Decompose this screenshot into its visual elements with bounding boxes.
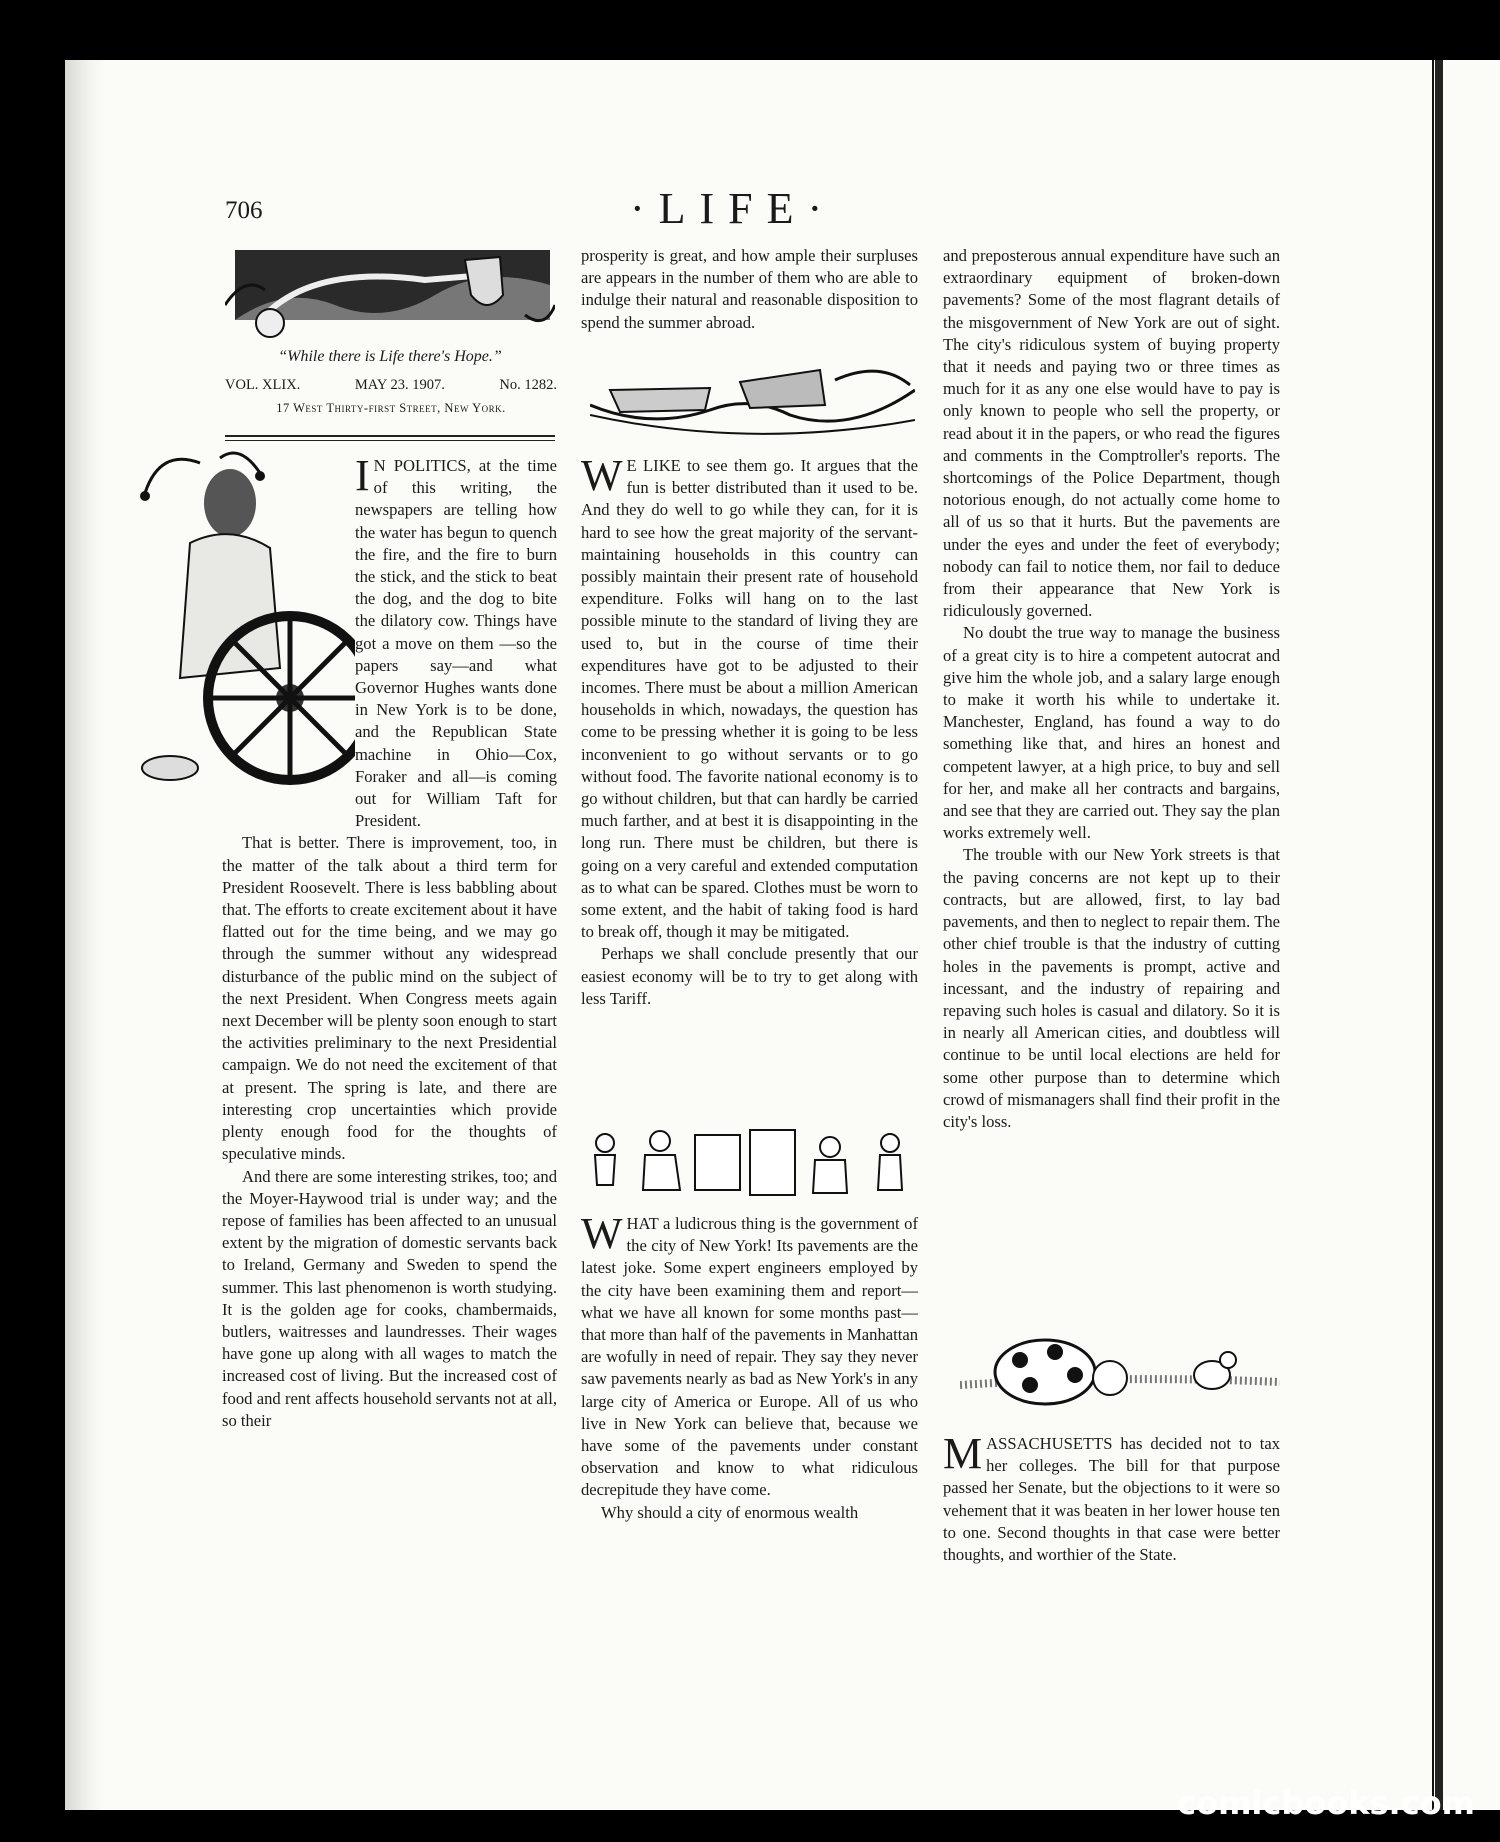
paragraph: No doubt the true way to manage the business of a great city is to hire a competent autocrat and give him the whole job, and a salary large enough to make it worth his while to undertake it. Manchester, England, has found a way to do something like that, and hires an honest and competent lawyer, at a high price, to buy and sell for her, and make all her contracts and bargains, and see that they are carried out. They say the plan works extremely well. [943, 623, 1280, 843]
column-3 [943, 245, 1280, 1133]
volume-line [225, 377, 557, 394]
movers-illustration [575, 1125, 910, 1200]
paragraph [943, 1429, 1280, 1566]
paragraph-text: N POLITICS, at the time of this writing, the newspapers are telling how the water has begun to quench the fire, and the fire to burn the stick, and the stick to beat the dog, and the dog to bite the dilatory cow. Things have got a move on them —so the papers say—and what Governor Hughes wants done in New York is to be done, and the Republican State machine in Ohio—Cox, Foraker and all—is coming out for William Taft for President. [355, 456, 557, 831]
paragraph-text: ASSACHUSETTS has decided not to tax her colleges. The bill for that purpose passed her Senate, but the objections to it were so vehement that it was beaten in her lower house ten to one. Second thoughts in that case were better thoughts, and worthier of the State. [943, 1434, 1280, 1565]
column-1 [222, 451, 557, 1432]
watermark: comicbooks.com [1177, 1784, 1475, 1822]
nameplate-illustration [225, 245, 555, 340]
adjacent-page-sliver [1443, 60, 1500, 1810]
issue-date: MAY 23. 1907. [354, 377, 445, 393]
boats-illustration [590, 360, 915, 440]
paragraph-continued: prosperity is great, and how ample their surpluses are appears in the number of them who are able to indulge their natural and reasonable disposition to spend the summer abroad. [581, 246, 918, 332]
issue-number: No. 1282. [499, 377, 557, 393]
publisher-address: 17 West Thirty-first Street, New York. [276, 401, 506, 415]
nameplate-rule-thin [225, 440, 555, 441]
ladybug-cat-bird-illustration [960, 1330, 1280, 1415]
paragraph: Why should a city of enormous wealth [601, 1502, 859, 1522]
paragraph: The trouble with our New York streets is that the paving concerns are not kept up to their contracts, but are allowed, first, to lay bad pavements, and then to neglect to repair them. The other chief trouble is that the industry of cutting holes in the pavements is prompt, active and incessant, and the industry of repairing and repaving such holes is casual and dilatory. So it is in nearly all American cities, and doubtless will continue to be until local elections are held for some other purpose than to determine which crowd of mismanagers shall find their profit in the city's loss. [943, 845, 1280, 1131]
paragraph-text: E LIKE to see them go. It argues that the fun is better distributed than it used to be. And they do well to go while they can, for it is hard to see how the great majority of the servant-maintaining households in this country can possibly maintain their present rate of household expenditure. Folks will hang on to the last possible minute to the standard of living they are used to, but in the course of time their expenditures have got to be adjusted to their incomes. There must be about a million American households in which, nowadays, the question has come to be pressing whether it is going to be less inconvenient to go without servants or to go without food. The favorite national economy is to go without children, but that can hardly be carried much farther, and at best it is disappointing in the long run. There must be children, but there is going on a very careful and extended computation as to what can be spared. Clothes must be worn to some extent, and the habit of taking food is hard to break off, though it may be mitigated. [581, 456, 918, 942]
column-1-lead-paragraph [222, 451, 557, 832]
paragraph: That is better. There is improvement, too, in the matter of the talk about a third term for President Roosevelt. There is less babbling about that. The efforts to create excitement about it have flatted out for the time being, and we may go through the summer without any widespread disturbance of the public mind on the subject of the next President. When Congress meets again next December will be plenty soon enough to start the activities preliminary to the next Presidential campaign. We do not need the excitement of that at present. The spring is late, and there are interesting crop uncertainties which provide plenty enough food for the thoughts of speculative minds. [222, 833, 557, 1164]
paragraph: And there are some interesting strikes, too; and the Moyer-Haywood trial is under way; and the repose of families has been affected to an unusual extent by the migration of domestic servants back to Ireland, Germany and Sweden to spend the summer. This last phenomenon is worth studying. It is the golden age for cooks, chambermaids, butlers, waitresses and laundresses. Their wages have gone up along with all wages to match the increased cost of living. But the increased cost of food and rent affects household servants not at all, so their [222, 1166, 557, 1430]
motto: “While there is Life there's Hope.” [278, 348, 502, 365]
column-3-lower [943, 1429, 1280, 1566]
volume-number: VOL. XLIX. [225, 377, 301, 393]
adjacent-page-rule [1432, 60, 1434, 1810]
drop-cap: W [581, 1209, 623, 1258]
column-2-body [581, 451, 918, 1010]
paragraph: Perhaps we shall conclude presently that our easiest economy will be to try to get along with less Tariff. [581, 944, 918, 1008]
paragraph [581, 451, 918, 943]
page-number: 706 [225, 197, 263, 224]
paragraph [581, 1209, 918, 1502]
column-2-lower [581, 1209, 918, 1524]
drop-cap: I [355, 451, 370, 500]
page-edge-shadow [65, 60, 105, 1810]
drop-cap: W [581, 451, 623, 500]
paragraph-text: HAT a ludicrous thing is the government of the city of New York! Its pavements are the latest joke. Some expert engineers employed by the city have been examining them and report—what we have all known for some months past—that more than half of the pavements in Manhattan are wofully in need of repair. They say they never saw pavements nearly as bad as New York's in any large city of America or Europe. All of us who live in New York can believe that, because we have some of the pavements under constant observation and know to what ridiculous decrepitude they have come. [581, 1214, 918, 1500]
drop-cap: M [943, 1429, 983, 1478]
paragraph-continued: and preposterous annual expenditure have such an extraordinary equipment of broken-down pavements? Some of the most flagrant details of the misgovernment of New York are out of sight. The city's ridiculous system of buying property that it needs and paying two or three times as much for it as any one else would have to pay is only known to people who sell the property, or read about it in the papers, or who read the figures and comments in the Comptroller's reports. The shortcomings of the Police Department, though notorious enough, do not actually come home to all of us so that it hurts. But the pavements are under the eyes and under the feet of everybody; nobody can fail to notice them, nor fail to deduce from their appearance that New York is ridiculously governed. [943, 246, 1280, 621]
column-2 [581, 245, 918, 334]
masthead-title: ·LIFE· [630, 184, 837, 233]
nameplate-rule [225, 435, 555, 437]
page-gutter [1435, 60, 1443, 1810]
